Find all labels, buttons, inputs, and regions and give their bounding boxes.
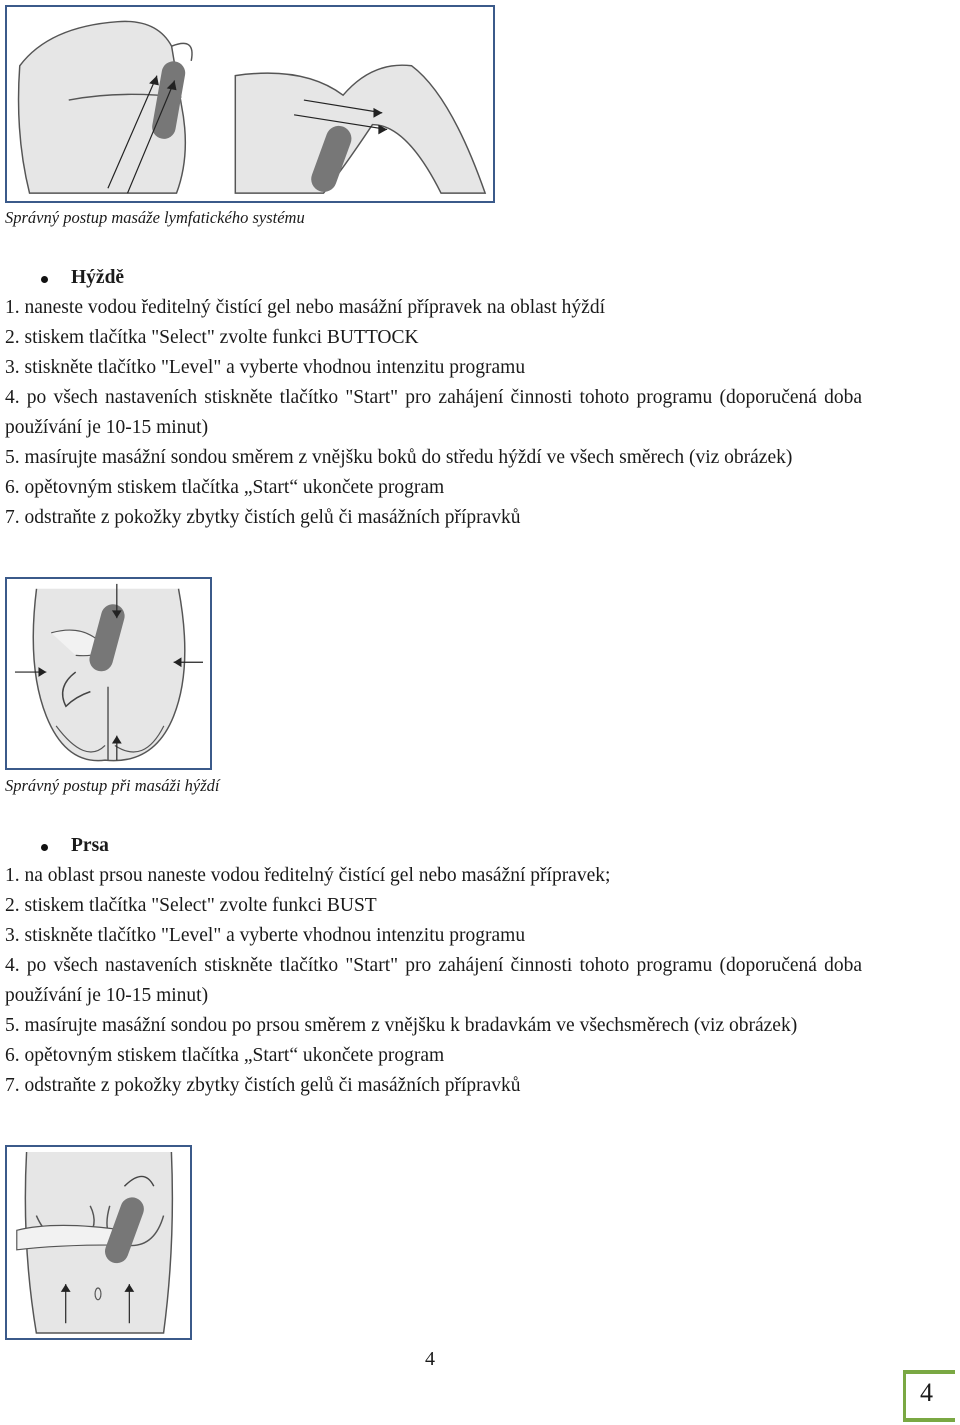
buttock-step: 1. naneste vodou ředitelný čistící gel nebo masážní přípravek na oblast hýždí <box>5 297 605 318</box>
corner-page-number: 4 <box>920 1378 933 1407</box>
bust-step: 3. stiskněte tlačítko "Level" a vyberte vhodnou intenzitu programu <box>5 925 526 946</box>
bust-step: 1. na oblast prsou naneste vodou ředitelný čistící gel nebo masážní přípravek; <box>5 865 611 886</box>
buttock-step: 7. odstraňte z pokožky zbytky čistích gelů či masážních přípravků <box>5 507 521 528</box>
bullet-icon <box>41 276 48 283</box>
buttock-heading <box>5 263 862 293</box>
lymph-caption: Správný postup masáže lymfatického systému <box>5 208 305 227</box>
page-corner-badge <box>903 1370 955 1418</box>
buttock-step: 5. masírujte masážní sondou směrem z vnějšku boků do středu hýždí ve všech směrech (viz obrázek) <box>5 447 793 468</box>
bust-step: 2. stiskem tlačítka "Select" zvolte funkci BUST <box>5 895 377 916</box>
bust-step: 4. po všech nastaveních stiskněte tlačítko "Start" pro zahájení činnosti tohoto programu (doporučená doba používání je 10-15 minut) <box>5 955 862 1006</box>
bust-step: 7. odstraňte z pokožky zbytky čistích gelů či masážních přípravků <box>5 1075 521 1096</box>
buttock-step: 6. opětovným stiskem tlačítka „Start“ ukončete program <box>5 477 445 498</box>
buttock-section <box>5 263 862 533</box>
corner-underline <box>903 1418 955 1422</box>
page-number: 4 <box>425 1348 435 1370</box>
buttock-caption: Správný postup při masáži hýždí <box>5 776 220 795</box>
bust-title: Prsa <box>71 835 109 856</box>
buttock-title: Hýždě <box>71 267 125 288</box>
bust-step: 6. opětovným stiskem tlačítka „Start“ ukončete program <box>5 1045 445 1066</box>
bullet-icon <box>41 844 48 851</box>
buttock-step: 2. stiskem tlačítka "Select" zvolte funkci BUTTOCK <box>5 327 419 348</box>
buttock-step: 3. stiskněte tlačítko "Level" a vyberte vhodnou intenzitu programu <box>5 357 526 378</box>
buttock-step: 4. po všech nastaveních stiskněte tlačítko "Start" pro zahájení činnosti tohoto programu (doporučená doba používání je 10-15 minut) <box>5 387 862 438</box>
bust-heading <box>5 831 862 861</box>
bust-massage-illustration <box>5 1145 192 1340</box>
buttock-massage-illustration <box>5 577 212 770</box>
bust-section <box>5 831 862 1101</box>
lymph-massage-illustration <box>5 5 495 203</box>
bust-step: 5. masírujte masážní sondou po prsou směrem z vnějšku k bradavkám ve všechsměrech (viz obrázek) <box>5 1015 798 1036</box>
